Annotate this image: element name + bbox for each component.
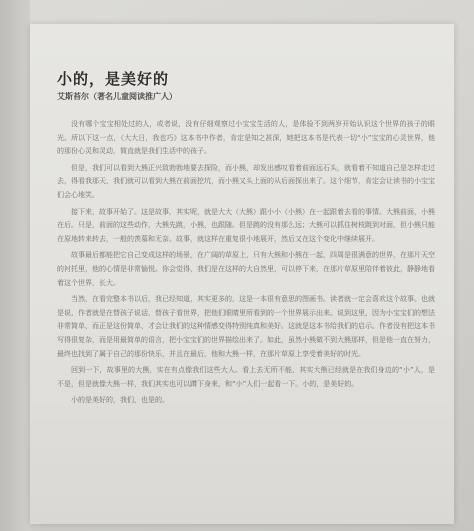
article-byline: 艾斯苔尔（著名儿童阅读推广人） xyxy=(57,92,177,101)
article-title: 小的，是美好的 xyxy=(57,70,170,88)
body-paragraph: 小的是美好的，我们，也是的。 xyxy=(71,396,169,405)
article-body xyxy=(57,118,435,411)
book-page-edge xyxy=(0,0,30,531)
body-paragraph: 故事最后都能把它自己变成这样的场景，在广阔的草原上，只有大熊和小熊在一起，四周是很满意的世界，在那片天空的衬托里，他的心情是非常愉悦。你会觉得，我们是在这样的大自然里，可以停下来，在那片草原里陪伴着彼此，静静地看着这个世界，长大。 xyxy=(57,251,435,287)
body-paragraph: 回到一下，故事里的大熊，实在有点像我们这些大人。看上去无所不能，其实大熊已经就是在我们身边的“小”人，是不是，但是就像大熊一样，我们其实也可以蹲下身来，和“小”人们一起看一下。小的，是美好的。 xyxy=(57,366,435,388)
book-page xyxy=(30,24,454,524)
body-paragraph: 但是，我们可以看到大熊正兴致勃勃地要去探险，而小熊，却发出感叹看着前面远石头，就看着不知道自己是怎样走过去，得看我那天，我们就可以看到大熊在前面挖坑，而小熊又头上面的从后面探出来了。这个细节，肯定会让读书的小宝宝们会心地笑。 xyxy=(57,163,435,199)
body-paragraph: 接下来，故事开始了。这是故事，其实呢，就是大大（大熊）跟小小（小熊）在一起跟着去看的事情。大熊前面，小熊在后。只是，前面的这些动作，大熊先跳，小熊，也跟随。但是跳的没有那么远；大熊可以抓住树枝跳到对面，但小熊只能在原地转来转去，一般的羡慕和无奈。故事，就这样在重复很小地展开，然后又在这个变化中继续展开。 xyxy=(57,207,435,243)
body-paragraph: 没有哪个宝宝相处过的人，或者说，没有仔细观察过小宝宝生活的人，是体验不到两岁开始认识这个世界的孩子的眼光。所以下这一点，《大大日，我也巧》这本书中作者，肯定是知之甚深，她把这本书是代表一切“小”宝宝的心灵世界，他的那份心灵和灵动，简直就是我们生活中的孩子。 xyxy=(57,120,435,156)
body-paragraph: 当然，在看完整本书以后，我已经知道，其实更多的，这是一本很有意思的图画书。读者就一定会喜欢这个故事。也就是说，作者就是在替孩子说话，替孩子看世界，把他们眼睛里所看到的一个世界展示出来。说到这里，因为小宝宝们的想法非常简单，而正是这份简单，才会让我们的这种情感变得特别纯真和美好。这就是这本书给我们的启示。作者没有把这本书写得很复杂，而是用最简单的语言，把小宝宝们的世界描绘出来了。如此，虽然小熊做不到大熊那样，但是他一直在努力，最终也找到了属于自己的那份快乐，并且在最后，他和大熊一样，在那片草原上享受着美好的时光。 xyxy=(57,295,435,358)
